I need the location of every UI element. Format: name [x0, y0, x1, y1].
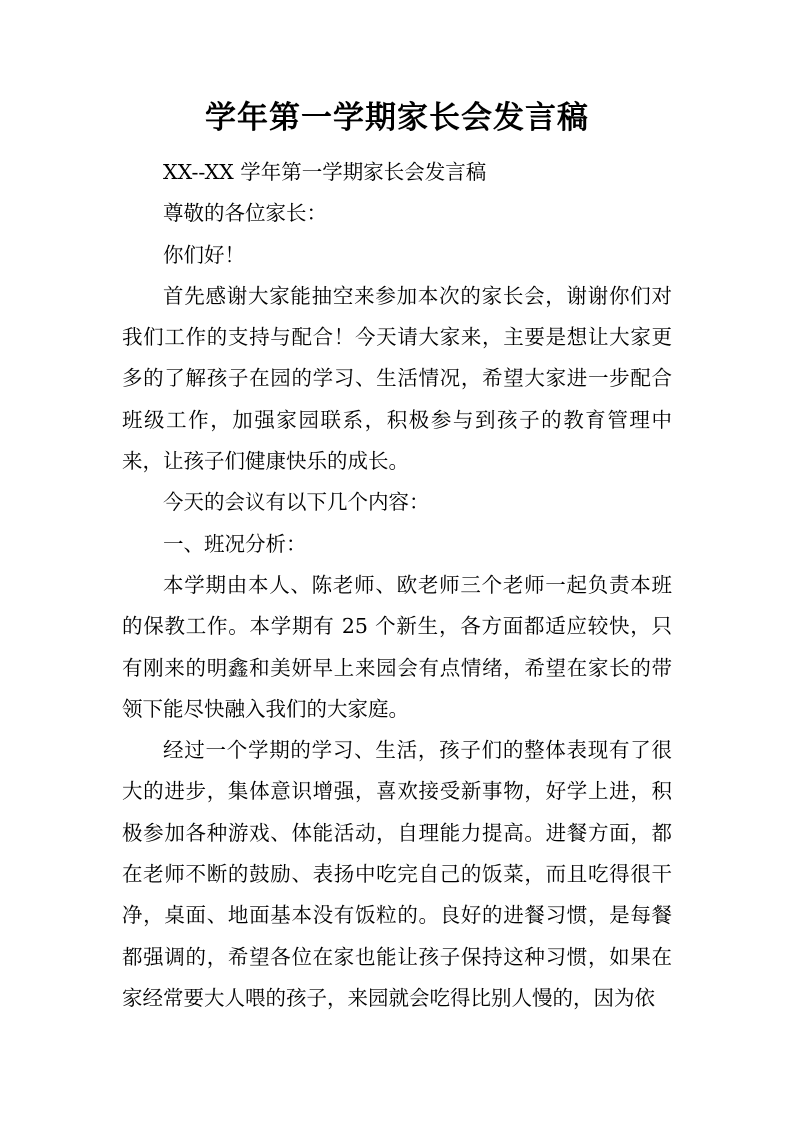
subtitle-paragraph: XX--XX 学年第一学期家长会发言稿	[163, 160, 487, 184]
agenda-paragraph: 今天的会议有以下几个内容：	[163, 490, 430, 515]
staff-paragraph: 本学期由本人、陈老师、欧老师三个老师一起负责本班的保教工作。本学期有 25 个新生，各方面都适应较快，只有刚来的明鑫和美妍早上来园会有点情绪，希望在家长的带领下能尽快融入我们的大家庭。	[122, 572, 672, 721]
salutation-paragraph: 尊敬的各位家长：	[163, 201, 327, 226]
document-body	[122, 152, 672, 1019]
greeting-paragraph: 你们好！	[163, 242, 245, 267]
section-heading-class-analysis: 一、班况分析：	[163, 531, 307, 556]
intro-paragraph: 首先感谢大家能抽空来参加本次的家长会，谢谢你们对我们工作的支持与配合！今天请大家来，主要是想让大家更多的了解孩子在园的学习、生活情况，希望大家进一步配合班级工作，加强家园联系，积极参与到孩子的教育管理中来，让孩子们健康快乐的成长。	[122, 283, 672, 474]
document-title: 学年第一学期家长会发言稿	[205, 100, 589, 136]
progress-paragraph: 经过一个学期的学习、生活，孩子们的整体表现有了很大的进步，集体意识增强，喜欢接受新事物，好学上进，积极参加各种游戏、体能活动，自理能力提高。进餐方面，都在老师不断的鼓励、表扬中吃完自己的饭菜，而且吃得很干净，桌面、地面基本没有饭粒的。良好的进餐习惯，是每餐都强调的，希望各位在家也能让孩子保持这种习惯，如果在家经常要大人喂的孩子，来园就会吃得比别人慢的，因为依	[122, 738, 672, 1010]
